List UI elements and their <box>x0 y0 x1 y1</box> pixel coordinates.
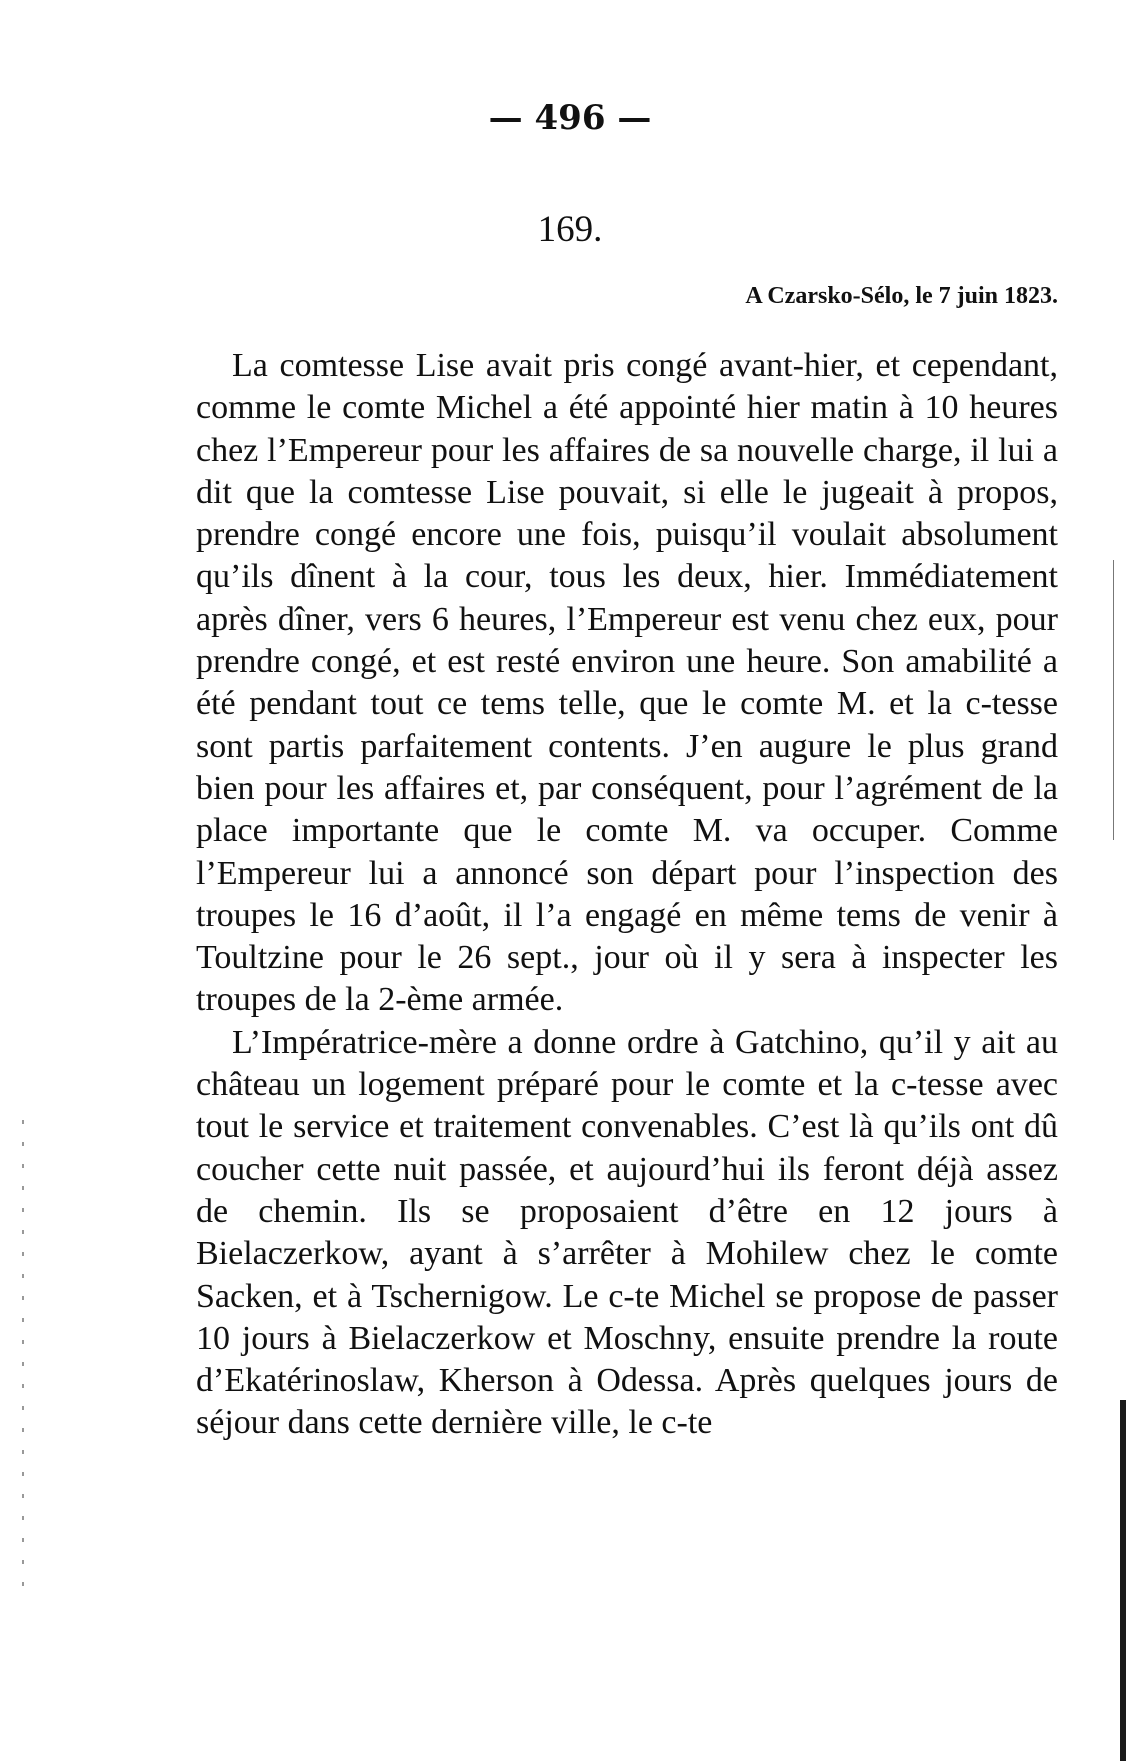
page-number: — 496 — <box>488 98 652 138</box>
scan-edge-rule <box>1120 1400 1126 1761</box>
letter-body <box>196 345 1058 1445</box>
letter-dateline: A Czarsko-Sélo, le 7 juin 1823. <box>745 283 1058 309</box>
paragraph: L’Impératrice-mère a donne ordre à Gatchino, qu’il y ait au château un logement préparé pour le comte et la c-tesse avec tout le service et traitement convenables. C’est là qu’ils ont dû coucher cette nuit passée, et aujourd’hui ils feront déjà assez de chemin. Ils se proposaient d’être en 12 jours à Bielaczerkow, ayant à s’arrêter à Mohilew chez le comte Sacken, et à Tschernigow. Le c-te Michel se propose de passer 10 jours à Bielaczerkow et Moschny, ensuite prendre la route d’Ekatérinoslaw, Kherson à Odessa. Après quelques jours de séjour dans cette dernière ville, le c-te <box>196 1023 1058 1442</box>
scan-edge-line <box>1113 560 1114 840</box>
letter-number: 169. <box>537 209 603 250</box>
paragraph: La comtesse Lise avait pris congé avant-hier, et cependant, comme le comte Michel a été appointé hier matin à 10 heures chez l’Empereur pour les affaires de sa nouvelle charge, il lui a dit que la comtesse Lise pouvait, si elle le jugeait à propos, prendre congé encore une fois, puisqu’il voulait absolument qu’ils dînent à la cour, tous les deux, hier. Immédiatement après dîner, vers 6 heures, l’Empereur est venu chez eux, pour prendre congé, et est resté environ une heure. Son amabilité a été pendant tout ce tems telle, que le comte M. et la c-tesse sont partis parfaitement contents. J’en augure le plus grand bien pour les affaires et, par conséquent, pour l’agrément de la place importante que le comte M. va occuper. Comme l’Empereur lui a annoncé son départ pour l’inspection des troupes le 16 d’août, il l’a engagé en même tems de venir à Toultzine pour le 26 sept., jour où il y sera à inspecter les troupes de la 2-ème armée. <box>196 347 1058 1019</box>
scan-margin-specks <box>22 1120 24 1600</box>
